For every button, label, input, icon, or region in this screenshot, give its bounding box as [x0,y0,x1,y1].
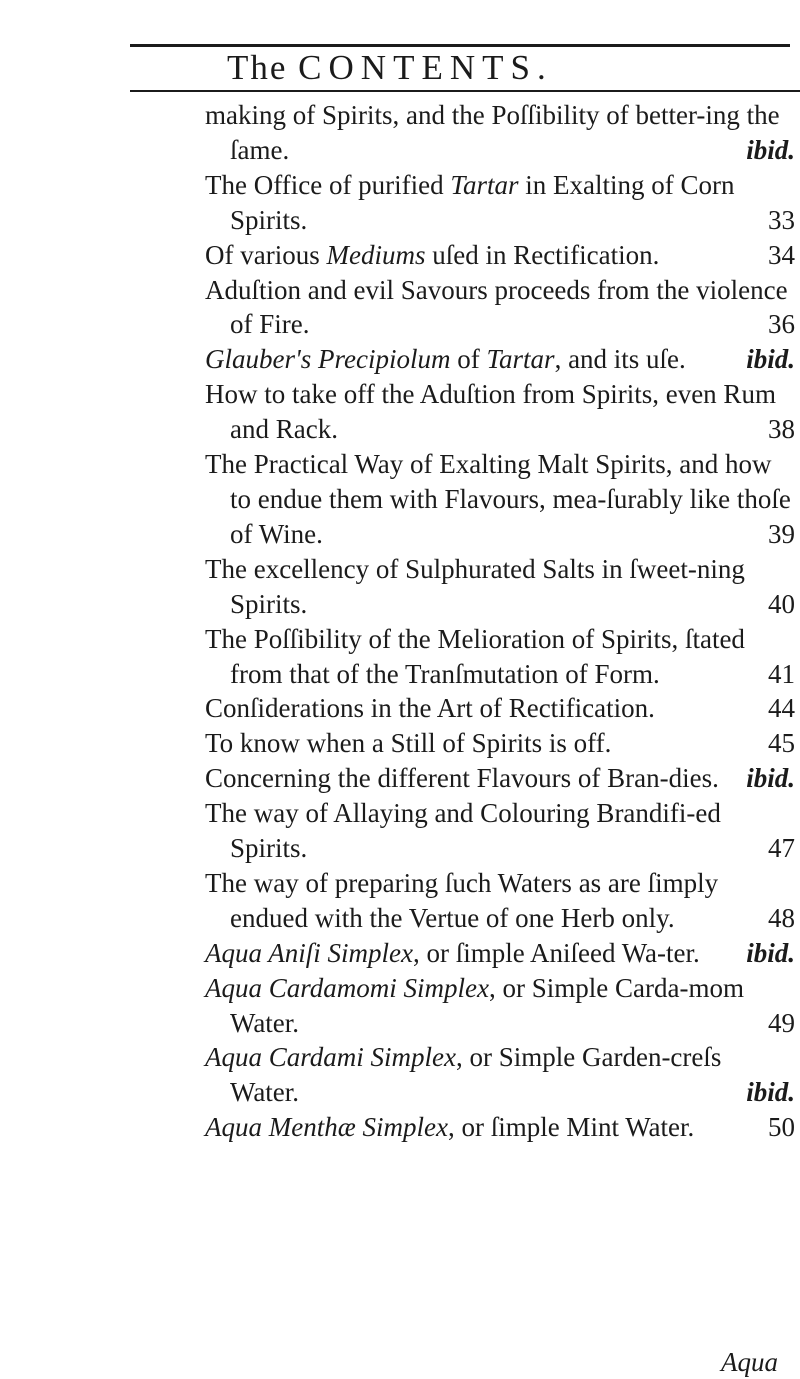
catchword: Aqua [721,1347,778,1377]
contents-entry: The Poſſibility of the Melioration of Spirits, ſtated from that of the Tranſmutation of Form. 41 [205,622,795,692]
contents-list [205,98,795,1145]
contents-entry: Conſiderations in the Art of Rectification. 44 [205,691,795,726]
page-ref: 36 [768,309,795,340]
page-ref: 47 [768,833,795,864]
contents-entry: Of various Mediums uſed in Rectification. 34 [205,238,795,273]
contents-entry: Aqua Menthæ Simplex, or ſimple Mint Water. 50 [205,1110,795,1145]
page-ref: 44 [768,693,795,724]
contents-entry: Aqua Aniſi Simplex, or ſimple Aniſeed Wa-ter. ibid. [205,936,795,971]
contents-entry: The excellency of Sulphurated Salts in ſweet-ning Spirits. 40 [205,552,795,622]
page-ref: 38 [768,414,795,445]
contents-entry: The Practical Way of Exalting Malt Spirits, and how to endue them with Flavours, mea-ſurably like thoſe of Wine. 39 [205,447,795,552]
page-ref: ibid. [746,763,795,794]
page-ref: ibid. [746,344,795,375]
contents-entry: making of Spirits, and the Poſſibility of better-ing the ſame. ibid. [205,98,795,168]
page-ref: ibid. [746,1077,795,1108]
header-bottom-rule [130,90,800,92]
page-ref: 50 [768,1112,795,1143]
page-ref: 40 [768,588,795,619]
contents-entry: To know when a Still of Spirits is off. 45 [205,726,795,761]
contents-entry: Aqua Cardami Simplex, or Simple Garden-creſs Water. ibid. [205,1040,795,1110]
contents-entry: Aduſtion and evil Savours proceeds from the violence of Fire. 36 [205,273,795,343]
page-ref: 45 [768,728,795,759]
running-title-prefix: The [227,48,288,87]
contents-entry: The way of Allaying and Colouring Brandifi-ed Spirits. 47 [205,796,795,866]
header-top-rule [130,44,790,47]
page-ref: 33 [768,204,795,235]
contents-entry: The Office of purified Tartar in Exalting of Corn Spirits. 33 [205,168,795,238]
page-ref: 41 [768,658,795,689]
contents-entry: The way of preparing ſuch Waters as are ſimply endued with the Vertue of one Herb only. 48 [205,866,795,936]
page-ref: ibid. [746,937,795,968]
page-header [130,44,795,92]
contents-entry: How to take off the Aduſtion from Spirits, even Rum and Rack. 38 [205,377,795,447]
page-ref: 49 [768,1007,795,1038]
contents-entry: Aqua Cardamomi Simplex, or Simple Carda-mom Water. 49 [205,971,795,1041]
contents-entry: Glauber's Precipiolum of Tartar, and its uſe. ibid. [205,342,795,377]
page-ref: 34 [768,239,795,270]
page-ref: 48 [768,902,795,933]
page-ref: 39 [768,518,795,549]
page-ref: ibid. [746,134,795,165]
running-title [227,48,553,88]
running-title-main: CONTENTS. [298,48,553,87]
contents-entry: Concerning the different Flavours of Bran-dies. ibid. [205,761,795,796]
